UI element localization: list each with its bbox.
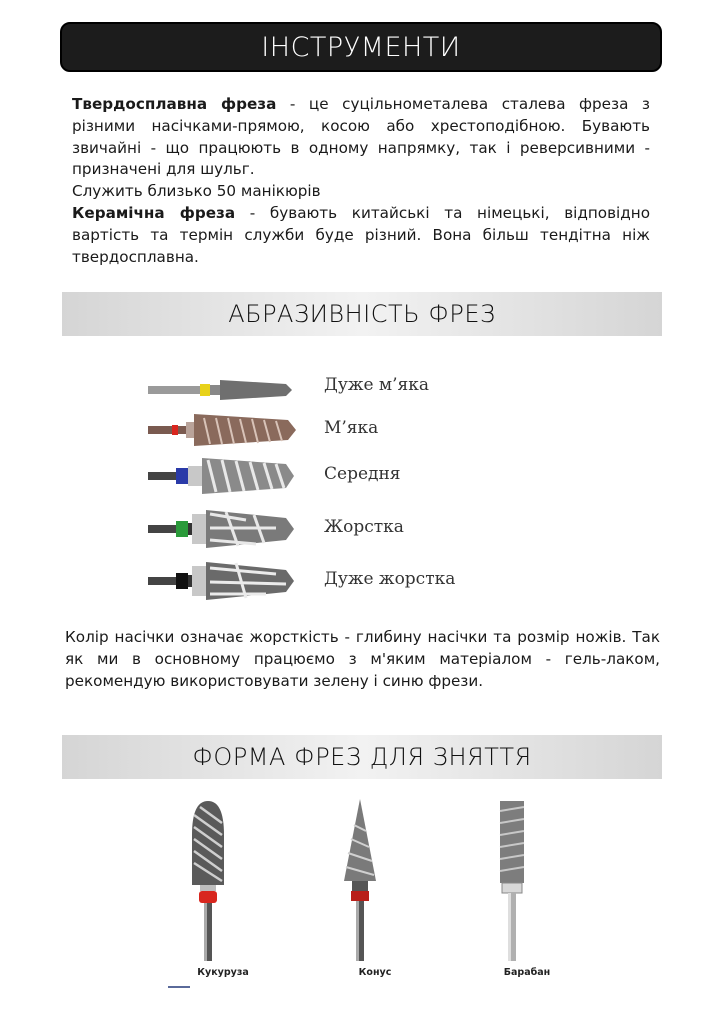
intro-text xyxy=(72,94,650,268)
page-title: ІНСТРУМЕНТИ xyxy=(261,31,461,63)
bur-very-soft-icon xyxy=(146,368,306,408)
shape-cone xyxy=(330,795,420,995)
corn-bur-icon xyxy=(178,795,238,965)
bur-row-very-soft xyxy=(146,368,466,408)
bur-row-medium xyxy=(146,454,466,494)
cone-bur-icon xyxy=(330,795,390,965)
drum-bur-icon xyxy=(482,795,542,965)
bur-soft-icon xyxy=(146,408,306,452)
carbide-term: Твердосплавна фреза xyxy=(72,95,277,113)
bur-row-soft xyxy=(146,408,466,448)
bur-label-medium: Середня xyxy=(324,464,401,484)
shape-label-corn: Кукуруза xyxy=(197,967,249,978)
bur-medium-icon xyxy=(146,454,306,498)
bur-label-very-soft: Дуже м’яка xyxy=(324,375,430,395)
carbide-life: Служить близько 50 манікюрів xyxy=(72,182,321,201)
bur-label-soft: М’яка xyxy=(324,418,379,438)
abrasiveness-note: Колір насічки означає жорсткість - глибину насічки та розмір ножів. Так як ми в основному працюємо з м'яким матеріалом - гель-лаком, рекомендую використовувати зелену і синю фрези. xyxy=(65,628,660,690)
abrasiveness-heading: АБРАЗИВНІСТЬ ФРЕЗ xyxy=(228,300,496,328)
bur-hard-icon xyxy=(146,506,306,552)
ceramic-paragraph xyxy=(72,203,650,268)
shapes-heading: ФОРМА ФРЕЗ ДЛЯ ЗНЯТТЯ xyxy=(192,743,532,771)
bur-very-hard-icon xyxy=(146,558,306,604)
page-title-bar xyxy=(60,22,662,72)
bur-row-hard xyxy=(146,506,466,546)
shape-corn xyxy=(178,795,268,995)
shape-label-drum: Барабан xyxy=(503,967,551,978)
bur-row-very-hard xyxy=(146,558,466,598)
shape-label-cone: Конус xyxy=(358,967,392,978)
shape-drum xyxy=(482,795,572,995)
shapes-heading-bar xyxy=(62,735,662,779)
bur-label-very-hard: Дуже жорстка xyxy=(324,569,456,589)
ceramic-term: Керамічна фреза xyxy=(72,203,236,222)
bur-shapes xyxy=(150,795,590,995)
carbide-paragraph xyxy=(72,94,650,181)
abrasiveness-heading-bar xyxy=(62,292,662,336)
decorative-underline xyxy=(168,986,190,988)
abrasiveness-chart-image xyxy=(146,356,466,618)
ceramic-description: - бувають китайські та німецькі, відповідно вартість та термін служби буде різний. Вона більш тендітна ніж твердосплавна. xyxy=(72,203,650,266)
carbide-description: - це суцільнометалева сталева фреза з різними насічками-прямою, косою або хрестоподібною. Бувають звичайні - що працюють в одному напрямку, так і реверсивними - призначені для шульг. xyxy=(72,95,650,179)
bur-label-hard: Жорстка xyxy=(324,517,404,537)
